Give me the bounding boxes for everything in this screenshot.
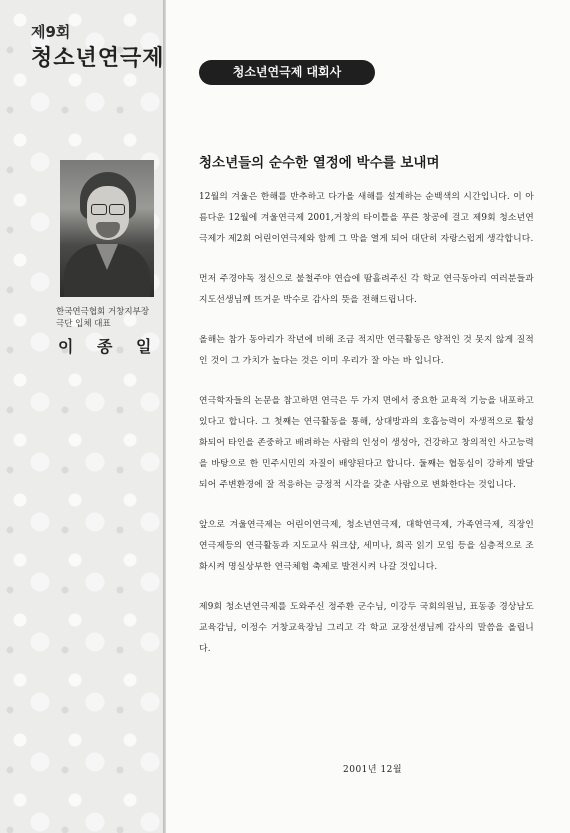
paragraph: 12월의 겨울은 한해를 반추하고 다가올 새해를 설계하는 순백색의 시간입니다. 이 아름다운 12월에 겨울연극제 2001,거창의 타이틀을 푸른 창공에 걸고 제9회 청소년연극제가 제2회 어린이연극제와 함께 그 막을 열게 되어 대단히 자랑스럽게 생각합니다.	[199, 192, 534, 244]
article-body	[199, 187, 534, 679]
sidebar-divider	[163, 0, 166, 833]
affiliation-line: 한국연극협회 거창지부장	[56, 307, 150, 317]
author-name: 이 종 일	[58, 337, 161, 356]
paragraph: 제9회 청소년연극제를 도와주신 정주환 군수님, 이강두 국회의원님, 표동종 경상남도교육감님, 이정수 거창교육장님 그리고 각 학교 교장선생님께 감사의 말씀을 올립니다.	[199, 602, 534, 654]
paragraph: 앞으로 겨울연극제는 어린이연극제, 청소년연극제, 대학연극제, 가족연극제, 직장인 연극제등의 연극활동과 지도교사 워크샵, 세미나, 희곡 읽기 모임 등을 심층적으로 조화시켜 명실상부한 연극체험 축제로 발전시켜 나갈 것입니다.	[199, 520, 534, 572]
affiliation-line: 극단 입체 대표	[56, 319, 111, 329]
section-tag: 청소년연극제 대회사	[199, 60, 375, 85]
article-headline: 청소년들의 순수한 열정에 박수를 보내며	[199, 155, 440, 171]
festival-title: 청소년연극제	[31, 46, 165, 71]
paragraph: 올해는 참가 동아리가 작년에 비해 조금 적지만 연극활동은 양적인 것 못지 않게 질적인 것이 그 가치가 높다는 것은 이미 우리가 잘 아는 바 입니다.	[199, 335, 534, 366]
sidebar-panel	[0, 0, 163, 833]
author-affiliation	[56, 306, 160, 330]
paragraph: 연극학자들의 논문을 참고하면 연극은 두 가지 면에서 중요한 교육적 기능을 내포하고 있다고 합니다. 그 첫째는 연극활동을 통해, 상대방과의 호흡능력이 자생적으로 활성화되어 타인을 존중하고 배려하는 사람의 인성이 생성아, 건강하고 창의적인 사고능력을 바탕으로 한 민주시민의 자질이 배양된다고 합니다. 둘째는 협동심이 강하게 발달되어 주변환경에 잘 적응하는 긍정적 시각을 갖춘 사람으로 변화한다는 것입니다.	[199, 396, 534, 490]
edition-label: 제9회	[31, 23, 71, 41]
document-date: 2001년 12월	[343, 765, 403, 775]
paragraph: 먼저 주경야독 정신으로 불철주야 연습에 땀흘려주신 각 학교 연극동아리 여러분들과 지도선생님께 뜨거운 박수로 감사의 뜻을 전해드립니다.	[199, 274, 534, 305]
author-photo	[60, 160, 154, 297]
